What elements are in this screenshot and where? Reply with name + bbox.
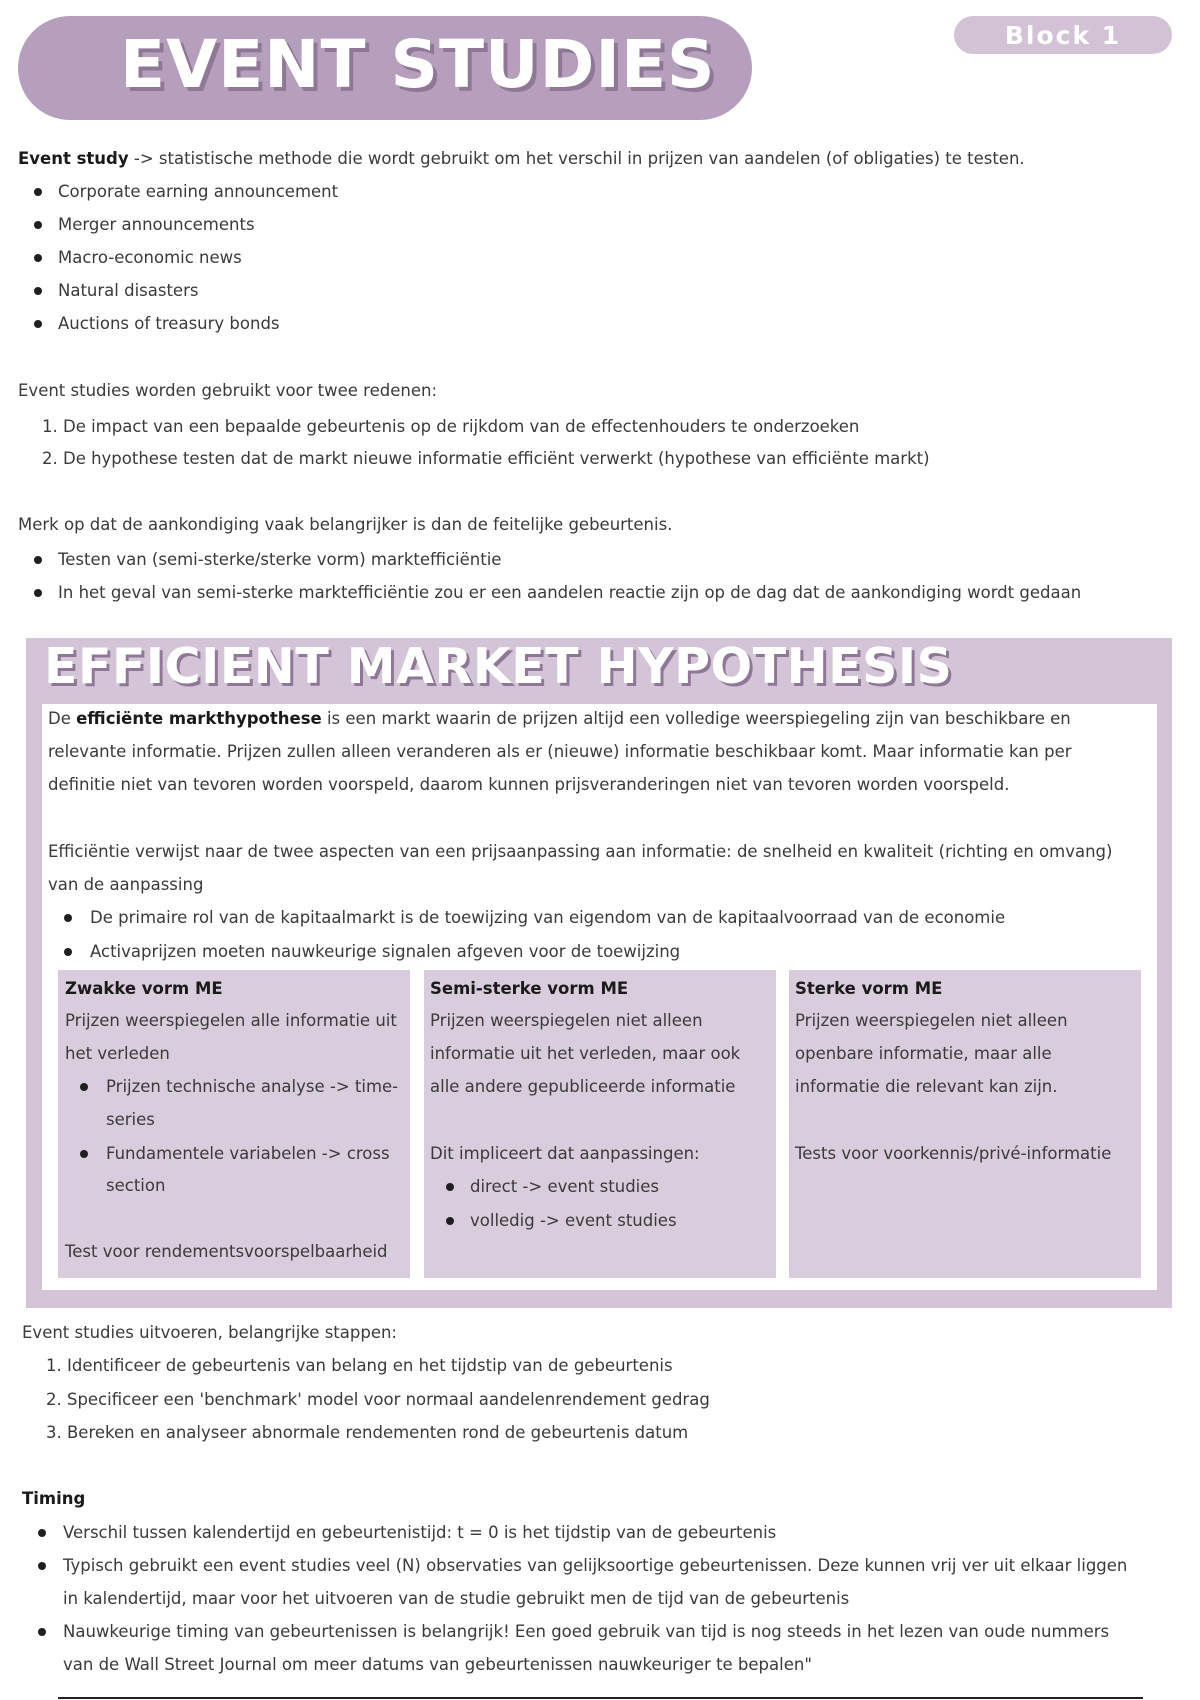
list-item: volledig -> event studies [470,1211,677,1230]
column-text: informatie die relevant kan zijn. [795,1077,1058,1096]
column-text: Prijzen weerspiegelen niet alleen [795,1011,1068,1030]
intro-term: Event study [18,149,129,168]
column-text: informatie uit het verleden, maar ook [430,1044,741,1063]
steps-lead: Event studies uitvoeren, belangrijke stappen: [22,1323,397,1342]
bullet-icon [64,948,72,956]
bullet-icon [34,188,42,196]
block-badge: Block 1 [954,16,1172,54]
divider [58,1697,1143,1699]
bullet-icon [34,589,42,597]
bullet-icon [38,1562,46,1570]
column-footer: Tests voor voorkennis/privé-informatie [795,1144,1112,1163]
list-item: Fundamentele variabelen -> cross [106,1144,390,1163]
note-lead: Merk op dat de aankondiging vaak belangrijker is dan de feitelijke gebeurtenis. [18,515,673,534]
list-item: 2. Specificeer een 'benchmark' model voor normaal aandelenrendement gedrag [46,1390,710,1409]
bullet-icon [64,914,72,922]
list-item: De primaire rol van de kapitaalmarkt is de toewijzing van eigendom van de kapitaalvoorraad van de economie [90,908,1006,927]
list-item: 1. Identificeer de gebeurtenis van belang en het tijdstip van de gebeurtenis [46,1356,673,1375]
list-item: series [106,1110,155,1129]
list-item: In het geval van semi-sterke marktefficiëntie zou er een aandelen reactie zijn op de dag dat de aankondiging wordt gedaan [58,583,1082,602]
page-title: EVENT STUDIES [120,26,716,103]
bullet-icon [34,221,42,229]
column-text: Prijzen weerspiegelen alle informatie uit [65,1011,397,1030]
list-item: direct -> event studies [470,1177,660,1196]
list-item: Typisch gebruikt een event studies veel (N) observaties van gelijksoortige gebeurtenissen. Deze kunnen vrij ver uit elkaar liggen [63,1556,1128,1575]
timing-heading: Timing [22,1489,86,1508]
emh-paragraph-line: relevante informatie. Prijzen zullen alleen veranderen als er (nieuwe) informatie beschikbaar komt. Maar informatie kan per [48,742,1072,761]
list-item: Macro-economic news [58,248,242,267]
column-title: Zwakke vorm ME [65,979,223,998]
list-item: 3. Bereken en analyseer abnormale rendementen rond de gebeurtenis datum [46,1423,689,1442]
column-title: Sterke vorm ME [795,979,943,998]
list-item: Testen van (semi-sterke/sterke vorm) marktefficiëntie [58,550,502,569]
column-text: alle andere gepubliceerde informatie [430,1077,736,1096]
list-item: Verschil tussen kalendertijd en gebeurtenistijd: t = 0 is het tijdstip van de gebeurtenis [63,1523,777,1542]
emh-paragraph-line: Efficiëntie verwijst naar de twee aspecten van een prijsaanpassing aan informatie: de snelheid en kwaliteit (richting en omvang) [48,842,1113,861]
column-text: openbare informatie, maar alle [795,1044,1052,1063]
list-item: 2. De hypothese testen dat de markt nieuwe informatie efficiënt verwerkt (hypothese van efficiënte markt) [42,449,930,468]
list-item: section [106,1176,166,1195]
list-item: 1. De impact van een bepaalde gebeurtenis op de rijkdom van de effectenhouders te onderzoeken [42,417,860,436]
column-lead: Dit impliceert dat aanpassingen: [430,1144,700,1163]
bullet-icon [446,1217,454,1225]
emh-paragraph-line: van de aanpassing [48,875,204,894]
bullet-icon [34,556,42,564]
reasons-lead: Event studies worden gebruikt voor twee redenen: [18,381,438,400]
column-text: het verleden [65,1044,170,1063]
list-item: Auctions of treasury bonds [58,314,280,333]
list-item: Nauwkeurige timing van gebeurtenissen is belangrijk! Een goed gebruik van tijd is nog steeds in het lezen van oude nummers [63,1622,1110,1641]
emh-title: EFFICIENT MARKET HYPOTHESIS [44,638,953,695]
bullet-icon [34,287,42,295]
bullet-icon [38,1628,46,1636]
list-item: Activaprijzen moeten nauwkeurige signalen afgeven voor de toewijzing [90,942,681,961]
list-item: Corporate earning announcement [58,182,339,201]
bullet-icon [34,320,42,328]
bullet-icon [446,1183,454,1191]
bullet-icon [34,254,42,262]
list-item: Merger announcements [58,215,255,234]
bullet-icon [80,1083,88,1091]
list-item: Natural disasters [58,281,199,300]
emh-term: efficiënte markthypothese [76,709,322,728]
column-footer: Test voor rendementsvoorspelbaarheid [65,1242,388,1261]
emh-paragraph-line: definitie niet van tevoren worden voorspeld, daarom kunnen prijsveranderingen niet van tevoren worden voorspeld. [48,775,1010,794]
column-title: Semi-sterke vorm ME [430,979,629,998]
emh-paragraph-line [48,708,1071,730]
list-item: Prijzen technische analyse -> time- [106,1077,399,1096]
column-text: Prijzen weerspiegelen niet alleen [430,1011,703,1030]
emh-p1-rest: is een markt waarin de prijzen altijd een volledige weerspiegeling zijn van beschikbare en [321,709,1071,728]
intro-definition-text: -> statistische methode die wordt gebruikt om het verschil in prijzen van aandelen (of obligaties) te testen. [128,149,1025,168]
list-item-continuation: in kalendertijd, maar voor het uitvoeren van de studie gebruikt men de tijd van de gebeurtenis [63,1589,850,1608]
bullet-icon [80,1150,88,1158]
emh-p1-prefix: De [48,709,77,728]
intro-definition [18,148,1025,170]
bullet-icon [38,1529,46,1537]
list-item-continuation: van de Wall Street Journal om meer datums van gebeurtenissen nauwkeuriger te bepalen" [63,1655,812,1674]
